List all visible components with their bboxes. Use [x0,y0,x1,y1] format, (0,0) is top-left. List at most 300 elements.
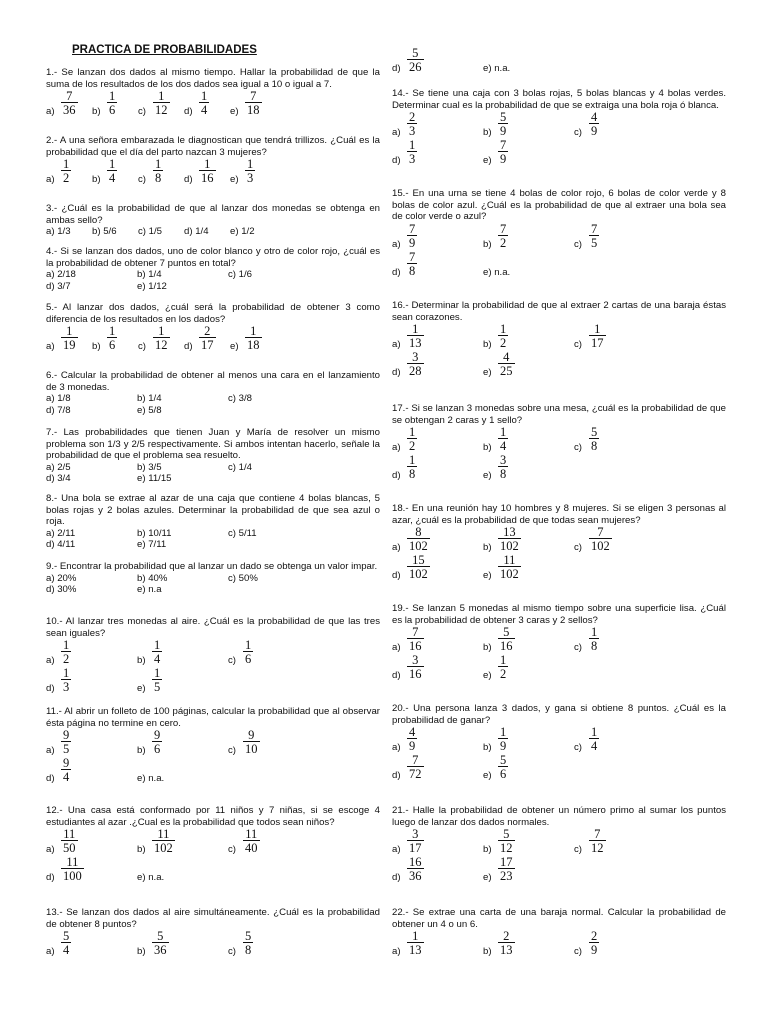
fraction-numerator: 1 [594,322,601,337]
fraction-denominator: 102 [409,539,428,554]
option-letter: a) [392,238,401,250]
option-letter: d) [392,570,401,582]
fraction-numerator: 5 [157,929,164,944]
fraction-numerator: 1 [204,157,211,172]
fraction-numerator: 9 [63,756,70,771]
answer-option[interactable]: a) 1/3 [46,226,71,238]
fraction-denominator: 12 [155,103,168,118]
answer-option[interactable]: a) 1/8 [46,393,71,405]
answer-option[interactable]: a) 2/18 [46,269,76,281]
answer-option[interactable] [574,626,684,654]
fraction-numerator: 1 [591,725,598,740]
fraction-denominator: 2 [500,667,507,682]
question-text: 6.- Calcular la probabilidad de obtener al menos una cara en el lanzamiento de 3 monedas. [46,370,380,393]
answer-option[interactable]: a) 20% [46,572,77,584]
fraction-numerator: 1 [63,157,70,172]
fraction-denominator: 23 [500,869,513,884]
fraction [199,158,216,184]
fraction-denominator: 8 [409,467,416,482]
question-13-continued [392,47,726,75]
fraction [498,426,508,452]
answer-option[interactable]: a) 2/11 [46,527,76,539]
fraction-denominator: 12 [155,338,168,353]
option-letter: c) [574,742,582,754]
option-letter: b) [483,339,492,351]
fraction-numerator: 1 [158,89,165,104]
fraction [61,856,84,882]
options-row [46,325,380,353]
option-text: e) n.a. [483,266,511,278]
options-row [392,251,726,279]
option-letter: a) [46,844,55,856]
option-letter: e) [230,174,239,186]
answer-option[interactable]: c) 3/8 [228,393,252,405]
options-row [46,226,380,237]
fraction-numerator: 1 [500,425,507,440]
question-7 [46,427,380,485]
answer-option[interactable] [574,223,684,251]
option-letter: e) [483,367,492,379]
fraction-numerator: 3 [500,453,507,468]
option-letter: e) [483,872,492,884]
options-row [46,757,380,785]
option-letter: c) [574,946,582,958]
answer-option[interactable]: d) 3/7 [46,280,71,292]
fraction [152,930,169,956]
answer-option[interactable]: e) n.a [137,583,162,595]
fraction [107,325,117,351]
fraction [498,139,508,165]
fraction [61,90,78,116]
fraction [589,111,599,137]
fraction-numerator: 7 [412,753,419,768]
option-letter: a) [46,106,55,118]
question-4 [46,246,380,292]
fraction-numerator: 7 [500,221,507,236]
option-letter: a) [46,745,55,757]
fraction-denominator: 100 [63,869,82,884]
options-row [46,584,380,595]
fraction [498,754,508,780]
answer-option[interactable]: e) 1/12 [137,280,167,292]
question-3 [46,203,380,238]
fraction-denominator: 2 [63,652,70,667]
option-letter: c) [574,238,582,250]
option-letter: e) [483,155,492,167]
fraction [407,654,424,680]
answer-option[interactable] [483,856,593,884]
answer-option[interactable] [574,930,684,958]
question-text: 7.- Las probabilidades que tienen Juan y María de resolver un mismo problema son 1/3 y 2/5 respectivamente. Si ambos intentan hacerlo, señale la probabilidad de que el problema sea resuelto. [46,427,380,462]
fraction-denominator: 13 [500,943,513,958]
fraction [107,158,117,184]
fraction-numerator: 1 [412,322,419,337]
question-text: 14.- Se tiene una caja con 3 bolas rojas, 5 bolas blancas y 4 bolas verdes. Determinar cual es la probabilidad de que se extraiga una bola roja ó blanca. [392,88,726,111]
fraction [498,526,521,552]
answer-option[interactable]: d) 3/4 [46,473,71,485]
option-letter: a) [392,542,401,554]
fraction [61,667,71,693]
question-5 [46,302,380,353]
answer-option[interactable]: c) 1/5 [138,226,162,238]
fraction-numerator: 5 [245,929,252,944]
question-9 [46,561,380,595]
answer-option[interactable] [483,654,593,682]
answer-option[interactable]: d) 4/11 [46,539,76,551]
answer-option[interactable]: c) 1/6 [228,269,252,281]
option-letter: c) [138,106,146,118]
answer-option[interactable] [483,351,593,379]
option-letter: a) [46,341,55,353]
answer-option[interactable] [483,554,593,582]
fraction-denominator: 16 [409,639,422,654]
options-row [392,139,726,167]
fraction [498,856,515,882]
fraction-denominator: 36 [154,943,167,958]
answer-option[interactable]: b) 10/11 [137,527,172,539]
option-letter: b) [137,844,146,856]
fraction [243,729,260,755]
answer-option[interactable] [483,251,593,279]
question-18 [392,503,726,582]
fraction-denominator: 18 [247,103,260,118]
answer-option[interactable]: d) 1/4 [184,226,209,238]
options-row [392,654,726,682]
fraction-denominator: 4 [109,171,116,186]
question-text: 12.- Una casa está conformado por 11 niños y 7 niñas, si se escoge 4 estudiantes al azar .¿Cual es la probabilidad que todos sean niños? [46,805,380,828]
fraction-denominator: 6 [109,103,116,118]
fraction [152,639,162,665]
option-letter: b) [137,946,146,958]
fraction-numerator: 2 [409,110,416,125]
fraction-denominator: 17 [201,338,214,353]
answer-option[interactable]: e) 7/11 [137,539,167,551]
option-letter: c) [574,339,582,351]
question-text: 20.- Una persona lanza 3 dados, y gana si obtiene 8 puntos. ¿Cuál es la probabilidad de ganar? [392,703,726,726]
answer-option[interactable] [483,754,593,782]
fraction-denominator: 5 [63,742,70,757]
option-letter: b) [483,642,492,654]
fraction-denominator: 5 [591,235,598,250]
fraction-denominator: 16 [409,667,422,682]
answer-option[interactable]: c) 1/4 [228,461,252,473]
question-17 [392,403,726,482]
fraction-denominator: 6 [154,742,161,757]
answer-option[interactable]: d) 7/8 [46,404,71,416]
fraction-numerator: 1 [63,666,70,681]
options-row [392,111,726,139]
fraction-numerator: 1 [409,138,416,153]
option-letter: e) [483,670,492,682]
option-letter: c) [574,642,582,654]
fraction-denominator: 102 [500,567,519,582]
option-letter: a) [46,946,55,958]
fraction-numerator: 11 [63,827,76,842]
fraction [61,158,71,184]
fraction-denominator: 2 [500,235,507,250]
fraction-denominator: 102 [154,841,173,856]
fraction-numerator: 7 [412,625,419,640]
option-letter: c) [228,844,236,856]
fraction [61,930,71,956]
question-text: 19.- Se lanzan 5 monedas al mismo tiempo sobre una superficie lisa. ¿Cuál es la probabilidad de obtener 3 caras y 2 sellos? [392,603,726,626]
fraction [153,158,163,184]
fraction [498,930,515,956]
fraction-numerator: 1 [201,89,208,104]
question-text: 22.- Se extrae una carta de una baraja normal. Calcular la probabilidad de obtener un 4 o un 6. [392,907,726,930]
option-letter: c) [574,442,582,454]
question-2 [46,135,380,186]
options-row [392,856,726,884]
fraction-denominator: 9 [500,739,507,754]
fraction-numerator: 1 [247,157,254,172]
answer-option[interactable] [483,139,593,167]
options-row [46,856,380,884]
option-letter: c) [574,127,582,139]
fraction [245,90,262,116]
answer-option[interactable] [137,667,247,695]
question-text: 15.- En una urna se tiene 4 bolas de color rojo, 6 bolas de color verde y 8 bolas de color azul. ¿Cuál es la probabilidad de que al extraer una bola sea de color verde o azul? [392,188,726,223]
fraction [407,223,417,249]
fraction [589,526,612,552]
option-letter: a) [392,642,401,654]
fraction-numerator: 7 [500,138,507,153]
fraction [407,754,424,780]
fraction-denominator: 40 [245,841,258,856]
answer-option[interactable]: b) 1/4 [137,393,162,405]
fraction-numerator: 4 [409,725,416,740]
fraction-denominator: 16 [500,639,513,654]
fraction [498,654,508,680]
answer-option[interactable] [230,325,340,353]
option-letter: e) [483,570,492,582]
option-letter: c) [228,745,236,757]
fraction-denominator: 28 [409,364,422,379]
fraction-numerator: 1 [245,638,252,653]
fraction-denominator: 6 [245,652,252,667]
fraction-denominator: 4 [500,439,507,454]
fraction-denominator: 6 [500,767,507,782]
fraction [61,639,71,665]
answer-option[interactable] [230,158,340,186]
fraction [589,726,599,752]
option-letter: e) [137,683,146,695]
answer-option[interactable]: b) 5/6 [92,226,117,238]
fraction-numerator: 1 [158,324,165,339]
options-row [46,462,380,473]
fraction [589,426,599,452]
question-19 [392,603,726,682]
fraction-denominator: 12 [591,841,604,856]
option-letter: b) [137,655,146,667]
answer-option[interactable] [228,639,338,667]
answer-option[interactable] [574,323,684,351]
fraction [589,223,599,249]
fraction-denominator: 3 [409,152,416,167]
question-text: 13.- Se lanzan dos dados al aire simultáneamente. ¿Cuál es la probabilidad de obtener 8 puntos? [46,907,380,930]
options-row [46,930,380,958]
options-row [392,426,726,454]
fraction-denominator: 25 [500,364,513,379]
fraction-denominator: 9 [500,152,507,167]
fraction-numerator: 5 [500,110,507,125]
options-row [392,454,726,482]
option-letter: d) [392,266,401,278]
option-letter: d) [392,470,401,482]
fraction [498,626,515,652]
question-text: 16.- Determinar la probabilidad de que al extraer 2 cartas de una baraja éstas sean corazones. [392,300,726,323]
fraction [407,554,430,580]
options-row [46,281,380,292]
fraction-numerator: 1 [250,324,257,339]
answer-option[interactable] [574,726,684,754]
fraction-numerator: 2 [591,929,598,944]
answer-option[interactable] [483,47,593,75]
answer-option[interactable] [574,426,684,454]
fraction-numerator: 3 [412,827,419,842]
fraction-numerator: 1 [412,929,419,944]
option-letter: d) [392,155,401,167]
fraction-numerator: 1 [63,638,70,653]
option-letter: d) [46,683,55,695]
answer-option[interactable]: b) 40% [137,572,168,584]
answer-option[interactable] [574,111,684,139]
answer-option[interactable]: e) 11/15 [137,473,172,485]
option-letter: c) [574,844,582,856]
fraction-numerator: 5 [63,929,70,944]
question-text: 10.- Al lanzar tres monedas al aire. ¿Cuál es la probabilidad de que las tres sean iguales? [46,616,380,639]
fraction [498,323,508,349]
option-letter: a) [46,655,55,667]
fraction [152,729,162,755]
fraction-denominator: 3 [247,171,254,186]
answer-option[interactable] [228,828,338,856]
options-row [46,639,380,667]
option-letter: d) [392,872,401,884]
option-letter: c) [228,946,236,958]
fraction-denominator: 9 [500,124,507,139]
options-row [392,726,726,754]
options-row [46,158,380,186]
fraction-denominator: 4 [63,770,70,785]
answer-option[interactable]: a) 2/5 [46,461,71,473]
fraction-numerator: 1 [109,324,116,339]
fraction-denominator: 36 [63,103,76,118]
fraction-denominator: 8 [591,439,598,454]
fraction [407,930,424,956]
question-21 [392,805,726,884]
fraction [107,90,117,116]
fraction-denominator: 13 [409,943,422,958]
options-row [46,393,380,404]
option-letter: d) [392,63,401,74]
question-22 [392,907,726,958]
question-text: 5.- Al lanzar dos dados, ¿cuál será la probabilidad de obtener 3 como diferencia de los resultados en los dados? [46,302,380,325]
fraction-numerator: 1 [500,653,507,668]
option-letter: a) [392,442,401,454]
answer-option[interactable]: e) 1/2 [230,226,255,238]
fraction-numerator: 16 [409,855,422,870]
option-letter: d) [184,341,193,353]
fraction-numerator: 13 [503,525,516,540]
fraction [245,325,262,351]
fraction-denominator: 9 [409,739,416,754]
option-letter: e) [483,770,492,782]
fraction-numerator: 7 [591,221,598,236]
answer-option[interactable] [228,930,338,958]
answer-option[interactable]: b) 3/5 [137,461,162,473]
answer-option[interactable] [137,757,247,785]
fraction-denominator: 10 [245,742,258,757]
option-letter: c) [138,174,146,186]
answer-option[interactable]: e) 5/8 [137,404,162,416]
fraction-denominator: 26 [409,60,422,74]
question-15 [392,188,726,279]
fraction [498,554,521,580]
fraction-denominator: 17 [409,841,422,856]
fraction-numerator: 11 [157,827,170,842]
answer-option[interactable] [574,526,684,554]
fraction [407,111,417,137]
option-letter: b) [483,442,492,454]
answer-option[interactable] [230,90,340,118]
option-letter: b) [483,542,492,554]
fraction-denominator: 9 [591,124,598,139]
option-letter: d) [184,106,193,118]
option-letter: a) [46,174,55,186]
options-row [46,573,380,584]
answer-option[interactable]: b) 1/4 [137,269,162,281]
answer-option[interactable] [137,856,247,884]
question-12 [46,805,380,884]
fraction-denominator: 102 [591,539,610,554]
fraction-numerator: 1 [591,625,598,640]
fraction [407,454,417,480]
fraction-numerator: 5 [412,46,419,60]
answer-option[interactable] [574,828,684,856]
option-letter: b) [483,844,492,856]
fraction [153,90,170,116]
answer-option[interactable]: c) 5/11 [228,527,257,539]
option-letter: b) [92,174,101,186]
fraction-denominator: 6 [109,338,116,353]
fraction [407,726,417,752]
fraction [498,828,515,854]
options-row [392,323,726,351]
fraction [407,323,424,349]
fraction-numerator: 7 [66,89,73,104]
fraction-numerator: 1 [500,725,507,740]
option-letter: b) [137,745,146,757]
fraction-denominator: 2 [63,171,70,186]
fraction-denominator: 3 [409,124,416,139]
answer-option[interactable]: c) 50% [228,572,258,584]
answer-option[interactable] [228,729,338,757]
option-letter: d) [46,872,55,884]
option-text: e) n.a. [137,872,165,884]
answer-option[interactable]: d) 30% [46,583,77,595]
fraction [407,47,424,73]
options-row [46,729,380,757]
question-16 [392,300,726,379]
fraction [407,426,417,452]
fraction [243,639,253,665]
options-row [46,473,380,484]
answer-option[interactable] [483,454,593,482]
question-10 [46,616,380,695]
option-letter: e) [230,341,239,353]
fraction [589,828,606,854]
